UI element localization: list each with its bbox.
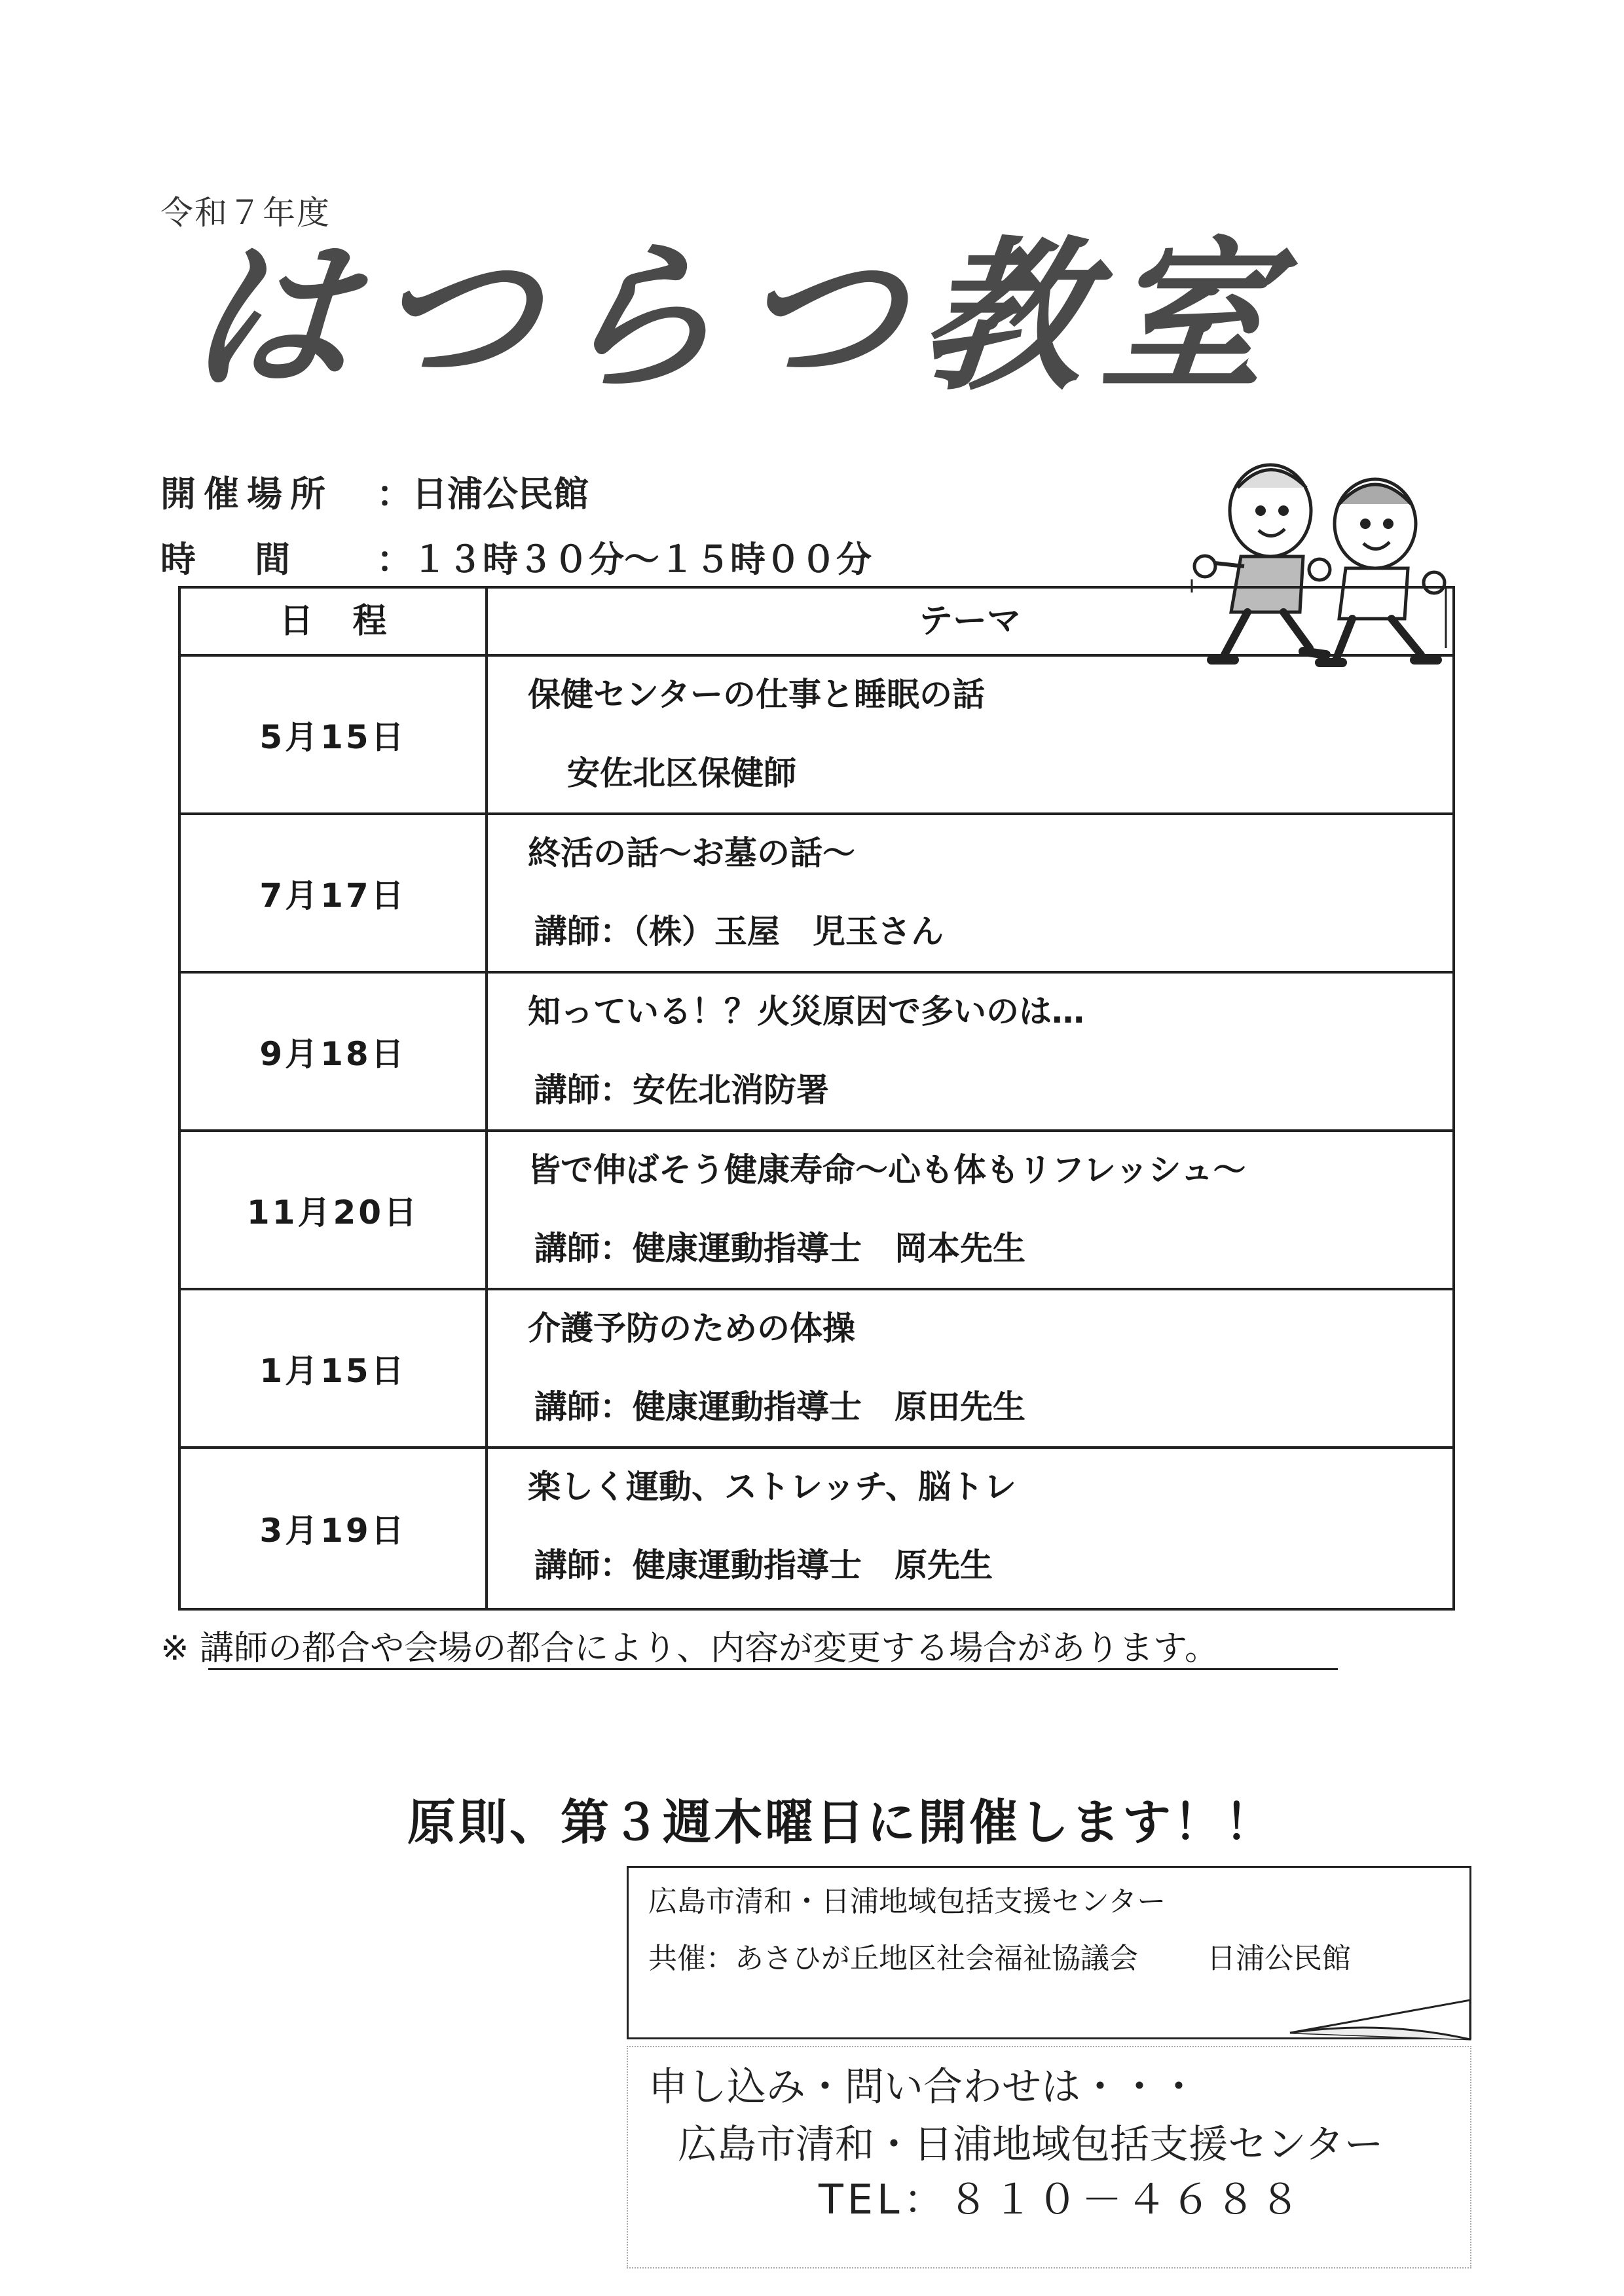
table-header: [181, 589, 1452, 657]
row-lecturer: 講師：（株）玉屋 児玉さん: [534, 913, 944, 951]
table-row: [181, 1449, 1452, 1607]
row-theme: 知っている！？火災原因で多いのは…: [528, 993, 1084, 1030]
fiscal-year: 令和７年度: [160, 194, 331, 232]
schedule-notice: 原則、第３週木曜日に開催します！！: [407, 1795, 1276, 1851]
row-date: 3月19日: [259, 1512, 407, 1550]
row-date: 11月20日: [246, 1194, 420, 1231]
change-note: ※ 講師の都合や会場の都合により、内容が変更する場合があります。: [160, 1629, 1219, 1668]
venue-label: 開催場所: [160, 473, 333, 515]
row-lecturer: 講師：健康運動指導士 原先生: [534, 1546, 993, 1584]
time-value: ：１３時３０分～１５時００分: [377, 539, 872, 580]
header-date: 日程: [279, 602, 426, 641]
organizer-name: 広島市清和・日浦地域包括支援センター: [648, 1885, 1166, 1918]
cohost-line: [648, 1935, 1351, 1977]
row-theme: 介護予防のための体操: [528, 1309, 855, 1347]
schedule-table: [178, 586, 1455, 1611]
table-row: [181, 657, 1452, 815]
row-lecturer: 講師：健康運動指導士 岡本先生: [534, 1230, 1025, 1267]
time-label: 時間: [160, 539, 349, 580]
row-lecturer: 講師：健康運動指導士 原田先生: [534, 1388, 1025, 1426]
note-underline: [208, 1668, 1338, 1670]
contact-organization: 広島市清和・日浦地域包括支援センター: [678, 2122, 1384, 2168]
row-theme: 終活の話～お墓の話～: [528, 834, 855, 872]
venue-value: ：日浦公民館: [377, 473, 589, 515]
cohost-venue: 日浦公民館: [1207, 1942, 1351, 1975]
row-lecturer: 安佐北区保健師: [567, 754, 796, 792]
row-theme: 楽しく運動、ストレッチ、脳トレ: [528, 1468, 1016, 1506]
table-row: [181, 974, 1452, 1132]
header-theme: テーマ: [918, 602, 1021, 641]
page-title: はつらつ教室: [179, 222, 1299, 412]
row-theme: 保健センターの仕事と睡眠の話: [528, 676, 985, 714]
row-date: 1月15日: [259, 1352, 407, 1390]
row-lecturer: 講師：安佐北消防署: [534, 1071, 829, 1109]
contact-phone: TEL：８１０－４６８８: [819, 2176, 1304, 2223]
cohost-name: 共催：あさひが丘地区社会福祉協議会: [648, 1942, 1138, 1975]
table-row: [181, 815, 1452, 974]
row-theme: 皆で伸ばそう健康寿命～心も体もリフレッシュ～: [528, 1151, 1246, 1189]
table-row: [181, 1290, 1452, 1449]
time-row: [160, 532, 872, 582]
contact-heading: 申し込み・問い合わせは・・・: [648, 2064, 1198, 2110]
venue-row: [160, 466, 589, 517]
table-row: [181, 1132, 1452, 1290]
row-date: 7月17日: [259, 877, 407, 915]
row-date: 5月15日: [259, 718, 407, 756]
row-date: 9月18日: [259, 1035, 407, 1073]
